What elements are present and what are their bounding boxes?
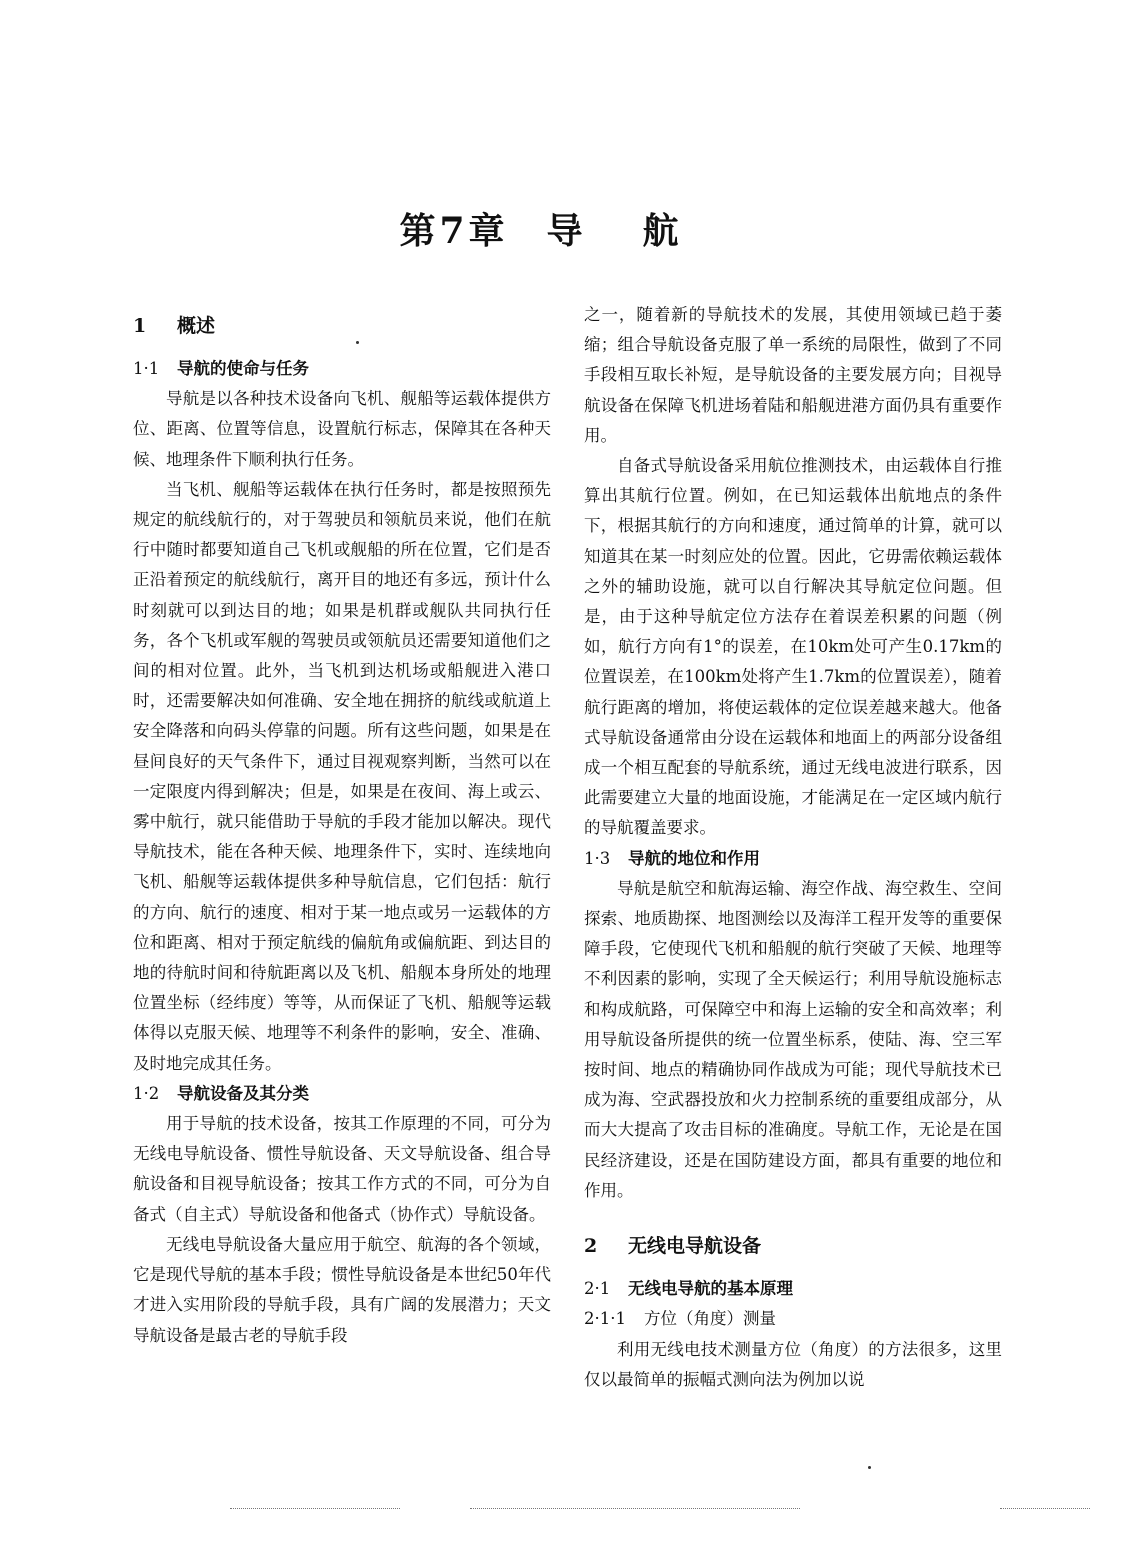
section-heading-1	[133, 310, 551, 342]
subsection-heading-1-2	[133, 1079, 551, 1109]
right-column	[584, 300, 1002, 1395]
subsection-title: 导航设备及其分类	[177, 1083, 309, 1103]
paragraph: 用于导航的技术设备，按其工作原理的不同，可分为无线电导航设备、惯性导航设备、天文导航设备、组合导航设备和目视导航设备；按其工作方式的不同，可分为自备式（自主式）导航设备和他备式（协作式）导航设备。	[133, 1114, 551, 1224]
left-column	[133, 300, 551, 1351]
scan-dotted-rule	[230, 1508, 400, 1509]
paragraph: 导航是航空和航海运输、海空作战、海空救生、空间探索、地质勘探、地图测绘以及海洋工程开发等的重要保障手段，它使现代飞机和船舰的航行突破了天候、地理等不利因素的影响，实现了全天候运行；利用导航设施标志和构成航路，可保障空中和海上运输的安全和高效率；利用导航设备所提供的统一位置坐标系，使陆、海、空三军按时间、地点的精确协同作战成为可能；现代导航技术已成为海、空武器投放和火力控制系统的重要组成部分，从而大大提高了攻击目标的准确度。导航工作，无论是在国民经济建设，还是在国防建设方面，都具有重要的地位和作用。	[584, 878, 1002, 1200]
section-title: 概述	[177, 315, 216, 337]
section-number: 2	[584, 1235, 598, 1258]
paragraph: 自备式导航设备采用航位推测技术，由运载体自行推算出其航行位置。例如，在已知运载体出航地点的条件下，根据其航行的方向和速度，通过简单的计算，就可以知道其在某一时刻应处的位置。因此，它毋需依赖运载体之外的辅助设施，就可以自行解决其导航定位问题。但是，由于这种导航定位方法存在着误差积累的问题（例如，航行方向有1°的误差，在10km处可产生0.17km的位置误差，在100km处将产生1.7km的位置误差），随着航行距离的增加，将使运载体的定位误差越来越大。他备式导航设备通常由分设在运载体和地面上的两部分设备组成一个相互配套的导航系统，通过无线电波进行联系，因此需要建立大量的地面设施，才能满足在一定区域内航行的导航覆盖要求。	[584, 456, 1002, 838]
subsection-heading-1-1	[133, 354, 551, 384]
paragraph: 当飞机、舰船等运载体在执行任务时，都是按照预先规定的航线航行的，对于驾驶员和领航员来说，他们在航行中随时都要知道自己飞机或舰船的所在位置，它们是否正沿着预定的航线航行，离开目的地还有多远，预计什么时刻就可以到达目的地；如果是机群或舰队共同执行任务，各个飞机或军舰的驾驶员或领航员还需要知道他们之间的相对位置。此外，当飞机到达机场或船舰进入港口时，还需要解决如何准确、安全地在拥挤的航线或航道上安全降落和向码头停靠的问题。所有这些问题，如果是在昼间良好的天气条件下，通过目视观察判断，当然可以在一定限度内得到解决；但是，如果是在夜间、海上或云、雾中航行，就只能借助于导航的手段才能加以解决。现代导航技术，能在各种天候、地理条件下，实时、连续地向飞机、船舰等运载体提供多种导航信息，它们包括：航行的方向、航行的速度、相对于某一地点或另一运载体的方位和距离、相对于预定航线的偏航角或偏航距、到达目的地的待航时间和待航距离以及飞机、船舰本身所处的地理位置坐标（经纬度）等等，从而保证了飞机、船舰等运载体得以克服天候、地理等不利条件的影响，安全、准确、及时地完成其任务。	[133, 479, 551, 1073]
subsubsection-title: 方位（角度）测量	[644, 1309, 776, 1329]
subsection-number: 1·3	[584, 848, 611, 868]
section-number: 1	[133, 315, 147, 337]
subsection-number: 1·2	[133, 1083, 160, 1103]
subsection-number: 2·1	[584, 1279, 611, 1299]
scan-dotted-rule	[1000, 1508, 1090, 1509]
subsection-number: 1·1	[133, 359, 160, 378]
paragraph: 无线电导航设备大量应用于航空、航海的各个领域，它是现代导航的基本手段；惯性导航设备是本世纪50年代才进入实用阶段的导航手段，具有广阔的发展潜力；天文导航设备是最古老的导航手段	[133, 1234, 551, 1345]
subsection-title: 导航的地位和作用	[628, 848, 760, 868]
scan-speck	[868, 1466, 871, 1469]
chapter-prefix: 第	[399, 210, 438, 252]
subsubsection-number: 2·1·1	[584, 1309, 626, 1329]
paragraph: 之一，随着新的导航技术的发展，其使用领域已趋于萎缩；组合导航设备克服了单一系统的局限性，做到了不同手段相互取长补短，是导航设备的主要发展方向；目视导航设备在保障飞机进场着陆和船舰进港方面仍具有重要作用。	[584, 305, 1002, 445]
subsubsection-heading-2-1-1	[584, 1304, 1002, 1334]
paragraph: 导航是以各种技术设备向飞机、舰船等运载体提供方位、距离、位置等信息，设置航行标志，保障其在各种天候、地理条件下顺利执行任务。	[133, 389, 551, 469]
subsection-title: 无线电导航的基本原理	[628, 1279, 793, 1299]
subsection-heading-1-3	[584, 844, 1002, 874]
chapter-suffix: 章	[468, 210, 507, 252]
scan-dotted-rule	[470, 1508, 800, 1509]
chapter-title	[0, 205, 1138, 257]
scan-speck	[356, 341, 359, 344]
subsection-heading-2-1	[584, 1274, 1002, 1304]
section-title: 无线电导航设备	[628, 1235, 762, 1258]
section-heading-2	[584, 1230, 1002, 1262]
chapter-number: 7	[439, 210, 467, 252]
paragraph: 利用无线电技术测量方位（角度）的方法很多，这里仅以最简单的振幅式测向法为例加以说	[584, 1339, 1002, 1389]
chapter-word: 导航	[546, 210, 739, 252]
subsection-title: 导航的使命与任务	[177, 359, 309, 378]
